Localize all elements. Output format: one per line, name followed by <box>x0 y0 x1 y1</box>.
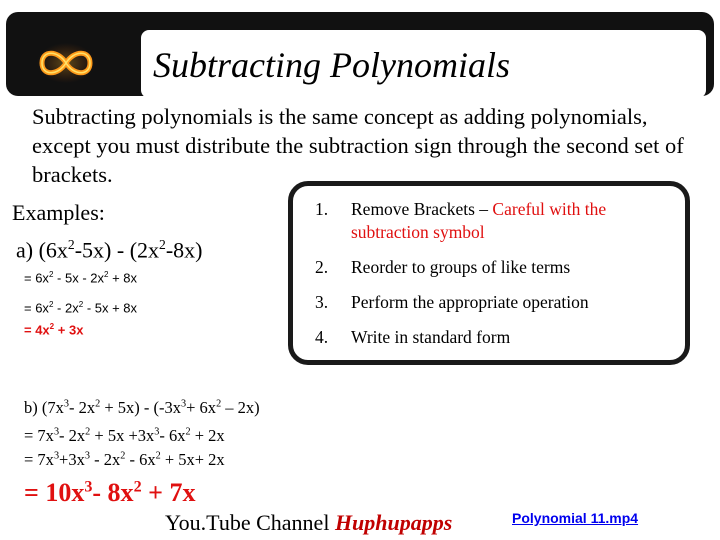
examples-label: Examples: <box>12 200 105 225</box>
youtube-credit: You.Tube Channel Huphupapps <box>165 510 453 535</box>
title-banner <box>6 12 714 96</box>
example-b-step-2: = $7x^3+3x^3 - 2x^2 - 6x^2 + 5x+ 2x$ <box>24 450 225 469</box>
steps-box: 1. Remove Brackets – Careful with the subtraction symbol 2. Reorder to groups of like terms 3. Perform the appropriate operation 4. Write in standard form <box>288 181 690 365</box>
infinity-icon <box>36 38 96 88</box>
intro-paragraph: Subtracting polynomials is the same concept as adding polynomials, except you must distribute the subtraction sign through the second set of brackets. <box>32 104 684 187</box>
example-a-problem: a) $(6x^2-5x) - (2x^2-8x)$ <box>16 237 203 263</box>
example-b-answer: = $10x^3-$ $8x^2 + 7x$ <box>24 478 196 507</box>
example-a-step-1: = $6x^2 - 5x - 2x^2 + 8x$ <box>24 270 138 286</box>
channel-name: Huphupapps <box>334 510 453 535</box>
page-title: Subtracting Polynomials <box>153 45 510 85</box>
title-box <box>141 30 706 98</box>
example-b-step-1: = $7x^3-$ $2x^2 + 5x +3x^3-$ $6x^2 + 2x$ <box>24 426 225 445</box>
example-a-step-2: = $6x^2 - 2x^2 - 5x + 8x$ <box>24 300 138 316</box>
example-b-problem: b) ($7x^3-$ $2x^2 + 5x) - (-3x^3+ 6x^2 - 2x)$ <box>24 398 260 417</box>
example-a-answer: = $4x^2 + 3x$ <box>24 322 84 338</box>
video-link[interactable]: Polynomial 11.mp4 <box>512 510 639 526</box>
